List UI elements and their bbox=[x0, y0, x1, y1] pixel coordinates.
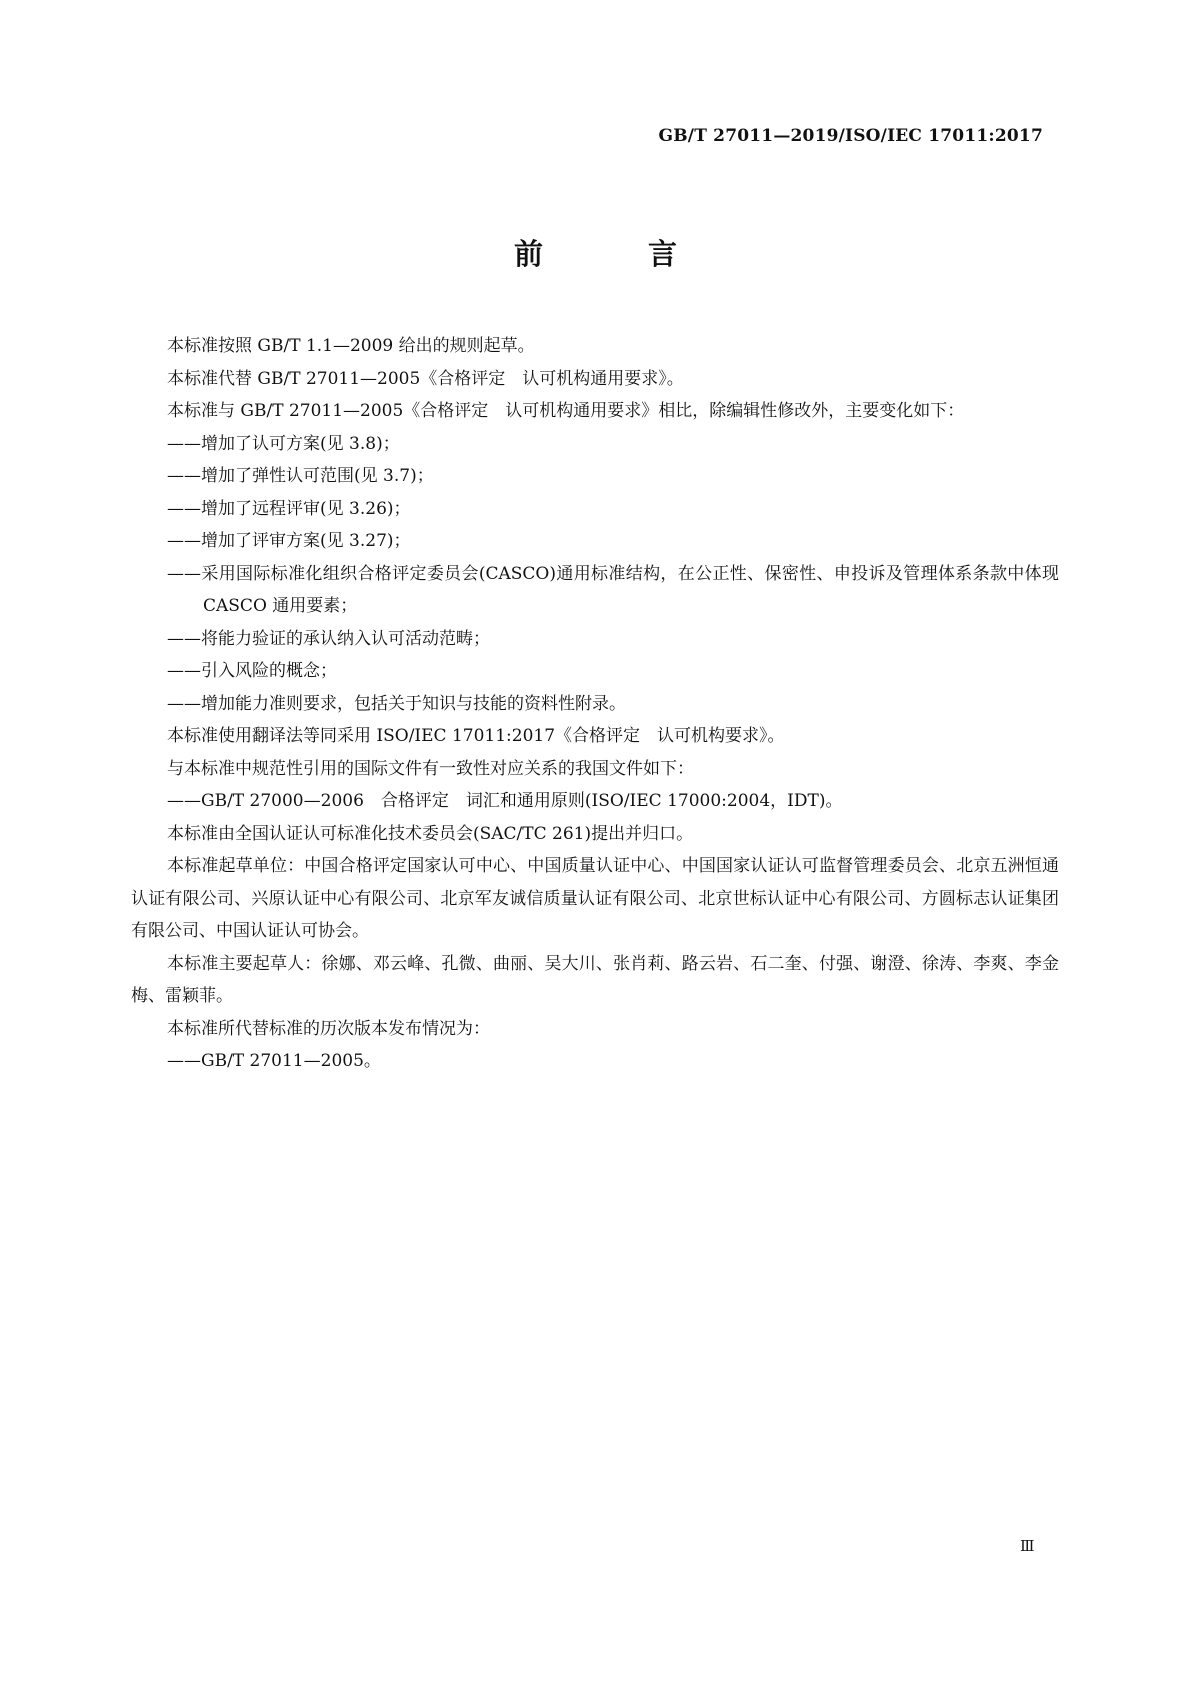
paragraph-drafting-units: 本标准起草单位：中国合格评定国家认可中心、中国质量认证中心、中国国家认证认可监督管理委员会、北京五洲恒通认证有限公司、兴原认证中心有限公司、北京军友诚信质量认证有限公司、北京世标认证中心有限公司、方圆标志认证集团有限公司、中国认证认可协会。 bbox=[131, 856, 1059, 941]
paragraph-drafting-rules: 本标准按照 GB/T 1.1—2009 给出的规则起草。 bbox=[167, 336, 535, 356]
change-item-casco-structure: ——采用国际标准化组织合格评定委员会(CASCO)通用标准结构，在公正性、保密性、申投诉及管理体系条款中体现 CASCO 通用要素； bbox=[167, 563, 1059, 616]
paragraph-main-changes: 本标准与 GB/T 27011—2005《合格评定 认可机构通用要求》相比，除编辑性修改外，主要变化如下： bbox=[167, 401, 965, 421]
foreword-body bbox=[131, 330, 1059, 1078]
change-item-remote-assessment: ——增加了远程评审(见 3.26)； bbox=[167, 498, 411, 519]
paragraph-corresponding-documents: 与本标准中规范性引用的国际文件有一致性对应关系的我国文件如下： bbox=[167, 758, 694, 779]
change-item-accreditation-scheme: ——增加了认可方案(见 3.8)； bbox=[167, 433, 400, 454]
change-item-competence-criteria: ——增加能力准则要求，包括关于知识与技能的资料性附录。 bbox=[167, 693, 626, 714]
reference-item-gbt-27000: ——GB/T 27000—2006 合格评定 词汇和通用原则(ISO/IEC 17000:2004，IDT)。 bbox=[167, 791, 843, 811]
page-title: 前 言 bbox=[513, 237, 715, 271]
paragraph-proposed-by: 本标准由全国认证认可标准化技术委员会(SAC/TC 261)提出并归口。 bbox=[167, 823, 694, 844]
paragraph-translation-method: 本标准使用翻译法等同采用 ISO/IEC 17011:2017《合格评定 认可机构要求》。 bbox=[167, 726, 785, 746]
paragraph-previous-editions: 本标准所代替标准的历次版本发布情况为： bbox=[167, 1018, 490, 1039]
paragraph-replaces: 本标准代替 GB/T 27011—2005《合格评定 认可机构通用要求》。 bbox=[167, 368, 684, 389]
change-item-risk-concept: ——引入风险的概念； bbox=[167, 661, 337, 681]
previous-edition-item: ——GB/T 27011—2005。 bbox=[167, 1051, 381, 1071]
change-item-assessment-programme: ——增加了评审方案(见 3.27)； bbox=[167, 531, 411, 551]
change-item-flexible-scope: ——增加了弹性认可范围(见 3.7)； bbox=[167, 466, 434, 486]
change-item-proficiency-testing: ——将能力验证的承认纳入认可活动范畴； bbox=[167, 628, 490, 649]
page-number: Ⅲ bbox=[1020, 1537, 1035, 1555]
standard-code-header: GB/T 27011—2019/ISO/IEC 17011:2017 bbox=[658, 126, 1043, 146]
paragraph-drafters: 本标准主要起草人：徐娜、邓云峰、孔微、曲丽、吴大川、张肖莉、路云岩、石二奎、付强、谢澄、徐涛、李爽、李金梅、雷颖菲。 bbox=[131, 953, 1059, 1006]
